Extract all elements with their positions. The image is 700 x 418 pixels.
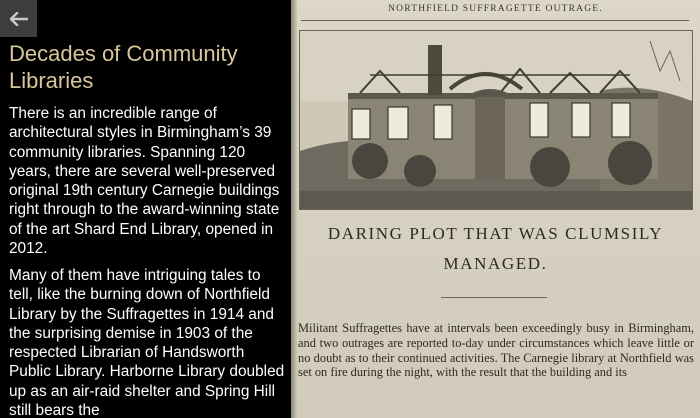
page-title: Decades of Community Libraries xyxy=(9,41,238,93)
history-paragraph: Many of them have intriguing tales to tell, like the burning down of Northfield Library by the Suffragettes in 1914 and the surprising demise in 1903 of the respected Librarian of Handsworth Public Library. Harborne Library doubled up as an air-raid shelter and Spring Hill still bears the xyxy=(9,267,285,418)
headline-rule xyxy=(441,297,547,298)
page-fold xyxy=(291,0,297,418)
intro-paragraph: There is an incredible range of architectural styles in Birmingham’s 39 community libraries. Spanning 120 years, there are several well-preserved original 19th century Carnegie buildings right through to the award-winning state of the art Shard End Library, opened in 2012. xyxy=(9,105,280,258)
clipping-header: NORTHFIELD SUFFRAGETTE OUTRAGE. xyxy=(388,4,603,14)
header-rule xyxy=(301,20,689,21)
clipping-headline-line1: DARING PLOT THAT WAS CLUMSILY xyxy=(327,224,664,243)
clipping-headline-line2: MANAGED. xyxy=(443,254,548,273)
newspaper-clipping-image xyxy=(291,0,700,418)
back-button[interactable] xyxy=(0,0,37,37)
clipping-body-text: Militant Suffragettes have at intervals been exceedingly busy in Birmingham, and two outrages are reported to-day under circumstances which leave little or no doubt as to their continued activities. The Carnegie library at Northfield was set on fire during the night, with the result that the building and its xyxy=(298,321,694,380)
back-arrow-icon xyxy=(10,12,28,26)
text-panel xyxy=(0,0,291,418)
burnt-library-photo xyxy=(299,30,693,210)
